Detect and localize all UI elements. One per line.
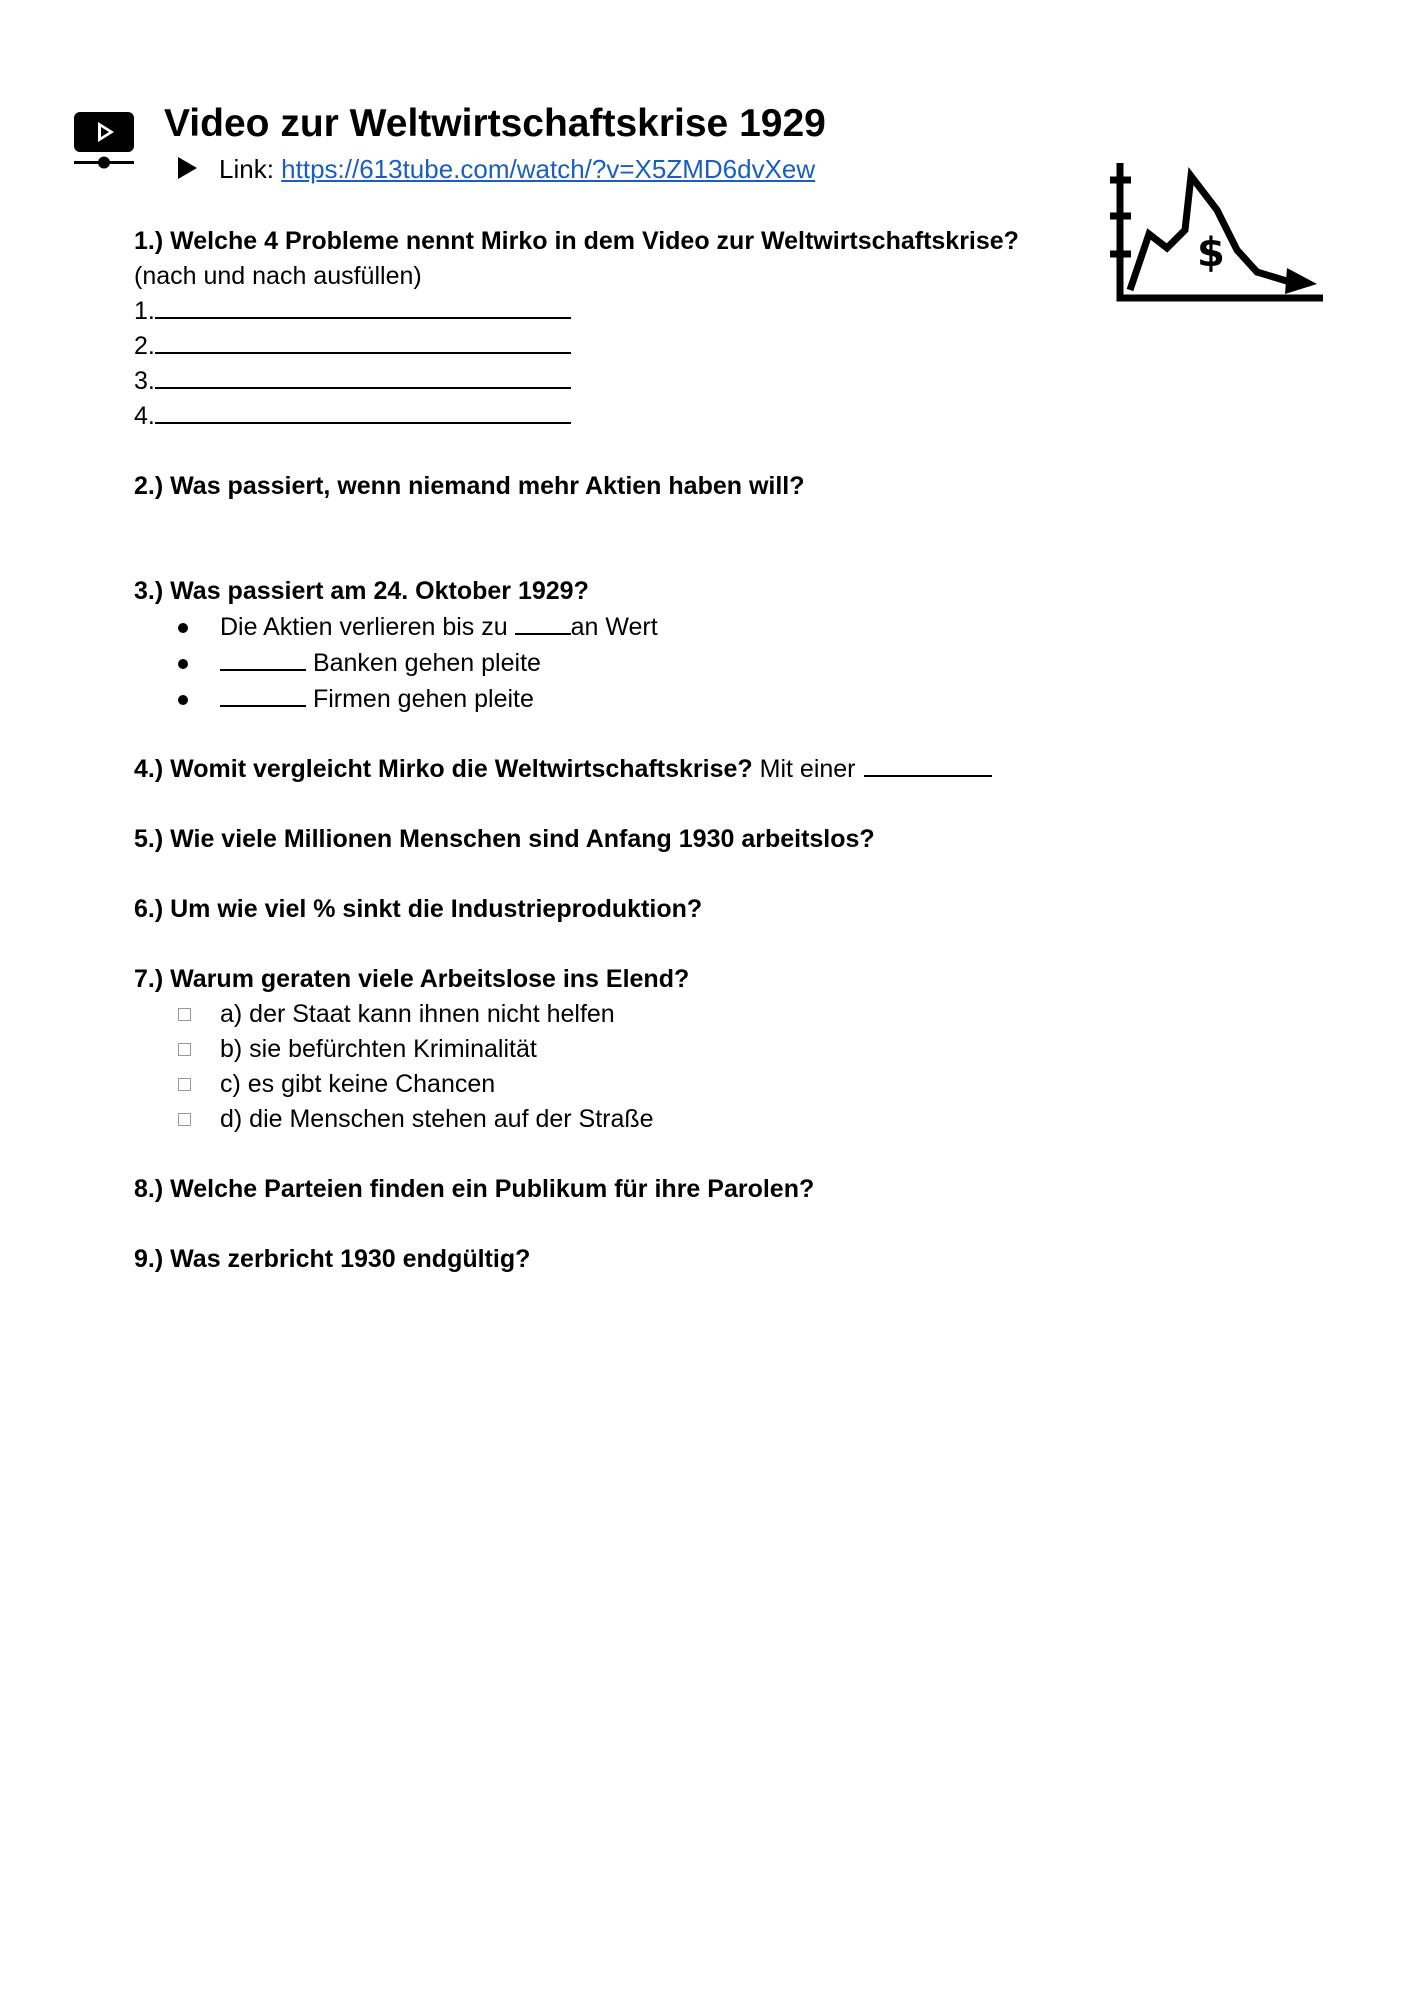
bullet-dot-icon <box>178 623 188 633</box>
link-label: Link: <box>219 154 274 184</box>
checkbox-icon[interactable] <box>178 1043 191 1056</box>
answer-line-3[interactable]: 3. <box>134 364 1134 399</box>
question-4-answer-prefix: Mit einer <box>759 755 856 783</box>
video-link[interactable]: https://613tube.com/watch/?v=X5ZMD6dvXew <box>281 154 816 184</box>
question-8: 8.) Welche Parteien finden ein Publikum für ihre Parolen? <box>134 1175 815 1203</box>
question-7: 7.) Warum geraten viele Arbeitslose ins Elend? <box>134 965 690 993</box>
answer-line-2[interactable]: 2. <box>134 329 1134 364</box>
answer-line-1[interactable]: 1. <box>134 294 1134 329</box>
bullet-dot-icon <box>178 695 188 705</box>
question-9: 9.) Was zerbricht 1930 endgültig? <box>134 1245 531 1273</box>
question-3: 3.) Was passiert am 24. Oktober 1929? <box>134 577 589 605</box>
falling-dollar-chart-icon <box>1105 158 1330 303</box>
play-arrow-icon <box>178 157 197 179</box>
video-play-icon <box>72 110 136 172</box>
fill-blank[interactable] <box>220 683 306 707</box>
svg-text:$: $ <box>1197 230 1225 276</box>
answer-line-4[interactable]: 4. <box>134 399 1134 434</box>
page-title: Video zur Weltwirtschaftskrise 1929 <box>164 102 826 145</box>
bullet-item: Banken gehen pleite <box>178 645 1134 681</box>
bullet-dot-icon <box>178 659 188 669</box>
option-a[interactable]: a) der Staat kann ihnen nicht helfen <box>178 997 1134 1032</box>
question-1-hint: (nach und nach ausfüllen) <box>134 262 422 290</box>
question-1: 1.) Welche 4 Probleme nennt Mirko in dem Video zur Weltwirtschaftskrise? <box>134 227 1019 255</box>
video-link-line <box>178 154 815 185</box>
question-3-bullets <box>134 609 1134 717</box>
question-7-options <box>134 997 1134 1137</box>
question-6: 6.) Um wie viel % sinkt die Industrieproduktion? <box>134 895 703 923</box>
checkbox-icon[interactable] <box>178 1008 191 1021</box>
question-4: 4.) Womit vergleicht Mirko die Weltwirtschaftskrise? Mit einer <box>134 752 1134 787</box>
worksheet <box>134 224 1134 1277</box>
bullet-item: Die Aktien verlieren bis zu an Wert <box>178 609 1134 645</box>
fill-blank[interactable] <box>220 647 306 671</box>
option-c[interactable]: c) es gibt keine Chancen <box>178 1067 1134 1102</box>
question-5: 5.) Wie viele Millionen Menschen sind Anfang 1930 arbeitslos? <box>134 825 875 853</box>
fill-blank[interactable] <box>864 753 992 777</box>
checkbox-icon[interactable] <box>178 1078 191 1091</box>
fill-blank[interactable] <box>515 611 571 635</box>
checkbox-icon[interactable] <box>178 1113 191 1126</box>
option-b[interactable]: b) sie befürchten Kriminalität <box>178 1032 1134 1067</box>
bullet-item: Firmen gehen pleite <box>178 681 1134 717</box>
option-d[interactable]: d) die Menschen stehen auf der Straße <box>178 1102 1134 1137</box>
question-2: 2.) Was passiert, wenn niemand mehr Aktien haben will? <box>134 472 805 500</box>
